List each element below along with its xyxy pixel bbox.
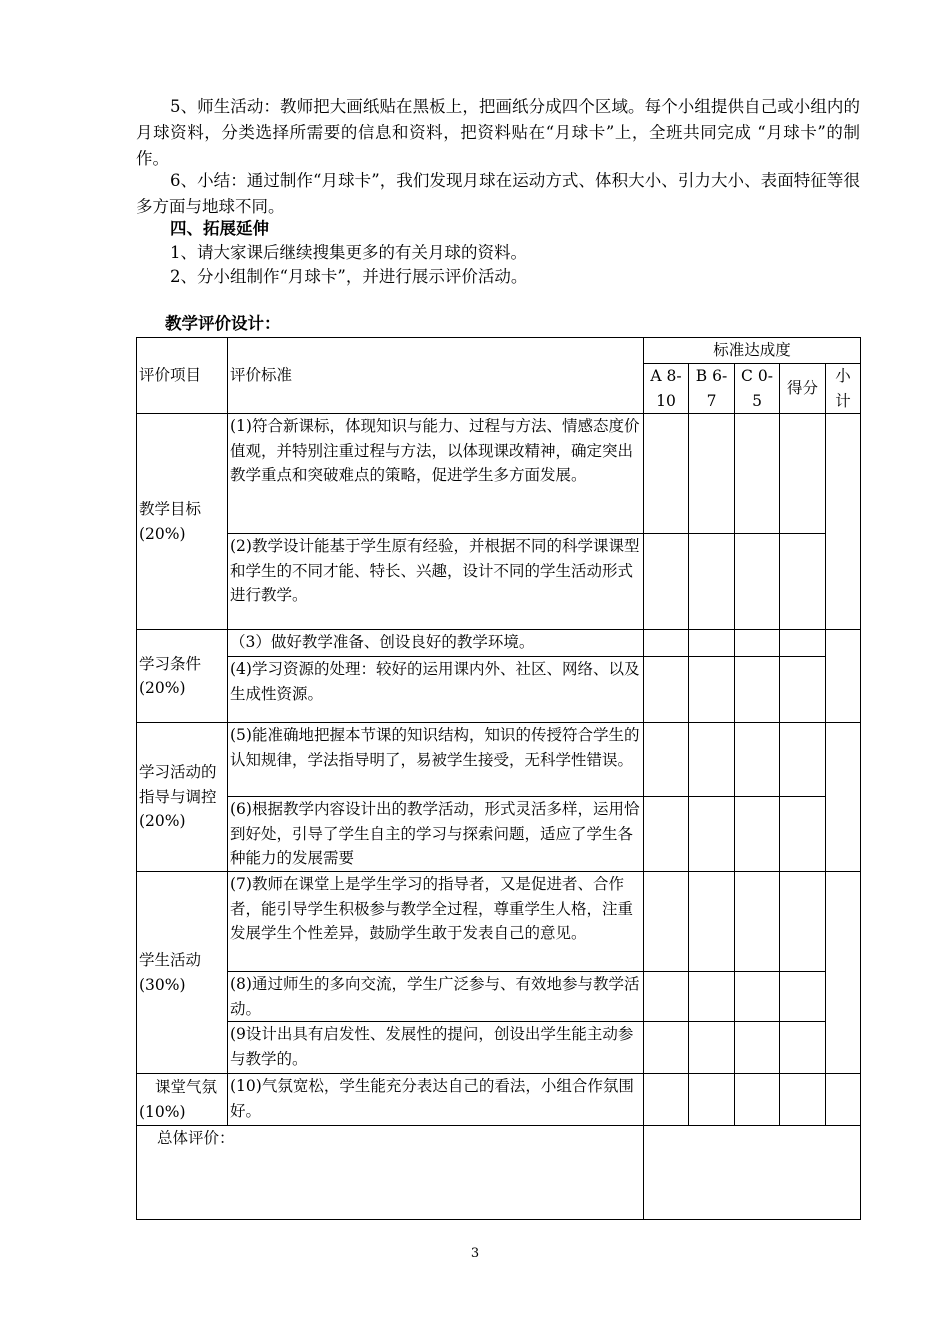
cell-c [735,657,780,723]
cell-b [689,657,735,723]
page-number: 3 [470,1246,480,1261]
cell-c [735,723,780,797]
cell-c [735,797,780,872]
cell-b [689,723,735,797]
table-row [137,972,861,1022]
header-subtotal: 小计 [826,364,861,414]
cell-c [735,630,780,657]
cell-score [780,534,826,630]
cell-score [780,1022,826,1074]
table-row [137,534,861,630]
cell-a [644,630,689,657]
criterion-8: (8)通过师生的多向交流，学生广泛参与、有效地参与教学活动。 [228,972,644,1022]
cell-score [780,630,826,657]
cell-a [644,414,689,534]
cell-a [644,1022,689,1074]
criterion-2: (2)教学设计能基于学生原有经验，并根据不同的科学课课型和学生的不同才能、特长、兴趣，设计不同的学生活动形式进行教学。 [228,534,644,630]
overall-evaluation-cell [644,1126,861,1220]
cell-subtotal [826,1074,861,1126]
cell-score [780,797,826,872]
header-item: 评价项目 [137,338,228,414]
cell-b [689,534,735,630]
paragraph-summary: 6、小结：通过制作“月球卡”，我们发现月球在运动方式、体积大小、引力大小、表面特征等很多方面与地球不同。 [136,171,860,216]
cell-c [735,534,780,630]
cell-b [689,797,735,872]
cell-score [780,1074,826,1126]
table-row [137,1074,861,1126]
cell-subtotal [826,723,861,872]
table-row [137,723,861,797]
header-level-b: B 6-7 [689,364,735,414]
criterion-6: (6)根据教学内容设计出的教学活动，形式灵活多样，运用恰到好处，引导了学生自主的学习与探索问题，适应了学生各种能力的发展需要 [228,797,644,872]
item-student-activity: 学生活动(30%) [137,872,228,1074]
header-level-c: C 0-5 [735,364,780,414]
cell-a [644,872,689,972]
cell-b [689,630,735,657]
section-heading-extension: 四、拓展延伸 [170,219,269,238]
item-classroom-atmosphere: 课堂气氛(10%) [137,1074,228,1126]
cell-a [644,1074,689,1126]
cell-score [780,414,826,534]
overall-evaluation-label: 总体评价： [137,1126,644,1220]
criterion-3: （3）做好教学准备、创设良好的教学环境。 [228,630,644,657]
cell-c [735,1022,780,1074]
item-teaching-goal: 教学目标(20%) [137,414,228,630]
cell-score [780,972,826,1022]
table-row-overall [137,1126,861,1220]
criterion-7: (7)教师在课堂上是学生学习的指导者，又是促进者、合作者，能引导学生积极参与教学全过程，尊重学生人格，注重发展学生个性差异，鼓励学生敢于发表自己的意见。 [228,872,644,972]
table-row [137,630,861,657]
cell-a [644,534,689,630]
table-row [137,797,861,872]
table-row [137,414,861,534]
cell-a [644,797,689,872]
cell-b [689,872,735,972]
table-row [137,872,861,972]
cell-a [644,657,689,723]
item-learning-conditions: 学习条件(20%) [137,630,228,723]
header-standard: 评价标准 [228,338,644,414]
cell-score [780,872,826,972]
table-row [137,1022,861,1074]
paragraph-teacher-student-activity: 5、师生活动：教师把大画纸贴在黑板上，把画纸分成四个区域。每个小组提供自己或小组内的月球资料，分类选择所需要的信息和资料，把资料贴在“月球卡”上，全班共同完成 “月球卡”的制作。 [136,97,860,168]
cell-a [644,972,689,1022]
evaluation-design-title: 教学评价设计： [165,314,281,333]
cell-score [780,723,826,797]
table-header-row [137,338,861,364]
criterion-1: (1)符合新课标，体现知识与能力、过程与方法、情感态度价值观，并特别注重过程与方法，以体现课改精神，确定突出教学重点和突破难点的策略，促进学生多方面发展。 [228,414,644,534]
table-row [137,657,861,723]
header-level-a: A 8-10 [644,364,689,414]
criterion-10: (10)气氛宽松，学生能充分表达自己的看法，小组合作氛围好。 [228,1074,644,1126]
cell-c [735,1074,780,1126]
cell-c [735,972,780,1022]
cell-b [689,972,735,1022]
criterion-5: (5)能准确地把握本节课的知识结构，知识的传授符合学生的认知规律，学法指导明了，易被学生接受，无科学性错误。 [228,723,644,797]
cell-subtotal [826,630,861,723]
cell-c [735,414,780,534]
cell-b [689,1074,735,1126]
item-activity-guidance: 学习活动的指导与调控(20%) [137,723,228,872]
cell-subtotal [826,414,861,630]
extension-item-2: 2、分小组制作“月球卡”，并进行展示评价活动。 [170,267,528,286]
cell-b [689,1022,735,1074]
cell-b [689,414,735,534]
evaluation-table [136,337,861,1220]
cell-score [780,657,826,723]
cell-c [735,872,780,972]
extension-item-1: 1、请大家课后继续搜集更多的有关月球的资料。 [170,243,527,262]
criterion-4: (4)学习资源的处理：较好的运用课内外、社区、网络、以及生成性资源。 [228,657,644,723]
header-score: 得分 [780,364,826,414]
criterion-9: (9设计出具有启发性、发展性的提问，创设出学生能主动参与教学的。 [228,1022,644,1074]
cell-a [644,723,689,797]
header-achievement-level: 标准达成度 [644,338,861,364]
cell-subtotal [826,872,861,1074]
